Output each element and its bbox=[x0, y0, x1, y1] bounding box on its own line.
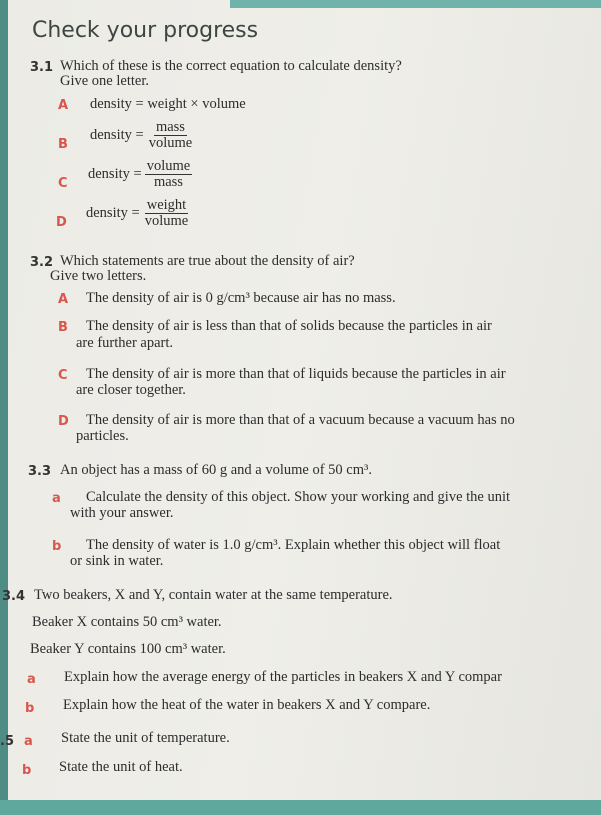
option-b bbox=[90, 120, 194, 151]
numerator: mass bbox=[155, 119, 185, 135]
part-text: Explain how the heat of the water in beakers X and Y compare. bbox=[63, 697, 431, 713]
part-label: b bbox=[25, 701, 35, 716]
option-text: The density of air is more than that of a vacuum because a vacuum has no bbox=[86, 412, 515, 428]
option-text: The density of air is 0 g/cm³ because air has no mass. bbox=[86, 290, 396, 306]
part-text: State the unit of heat. bbox=[59, 759, 183, 775]
top-band bbox=[230, 0, 601, 8]
option-a bbox=[90, 96, 246, 113]
option-label: C bbox=[58, 176, 68, 191]
option-label: D bbox=[58, 414, 69, 429]
part-label: b bbox=[52, 539, 62, 554]
option-label: B bbox=[58, 320, 68, 335]
lhs: density = bbox=[88, 165, 142, 182]
question-text: Two beakers, X and Y, contain water at the same temperature. bbox=[34, 587, 393, 603]
numerator: weight bbox=[146, 197, 187, 213]
page-edge bbox=[0, 0, 8, 815]
bottom-band bbox=[0, 800, 601, 815]
part-label: b bbox=[22, 763, 32, 778]
lhs: density = bbox=[86, 204, 140, 221]
option-text: particles. bbox=[76, 428, 129, 444]
question-text: Which of these is the correct equation to calculate density? bbox=[60, 58, 402, 74]
option-d bbox=[86, 198, 190, 229]
part-text: or sink in water. bbox=[70, 553, 164, 569]
question-number: 3.1 bbox=[30, 60, 54, 75]
instruction: Give one letter. bbox=[60, 73, 149, 89]
expr: weight × volume bbox=[147, 96, 246, 112]
option-text: The density of air is less than that of solids because the particles in air bbox=[86, 318, 492, 334]
part-label: a bbox=[52, 491, 61, 506]
numerator: volume bbox=[146, 158, 191, 174]
page-title: Check your progress bbox=[32, 18, 259, 43]
denominator: volume bbox=[148, 135, 193, 151]
lhs: density = bbox=[90, 126, 144, 143]
question-number: 3.4 bbox=[2, 589, 26, 604]
option-label: B bbox=[58, 137, 68, 152]
option-c bbox=[88, 159, 192, 190]
lhs: density = bbox=[90, 96, 144, 112]
option-text: are closer together. bbox=[76, 382, 186, 398]
part-text: Explain how the average energy of the particles in beakers X and Y compar bbox=[64, 669, 502, 685]
option-label: C bbox=[58, 368, 68, 383]
question-number: 3.3 bbox=[28, 464, 52, 479]
option-label: D bbox=[56, 215, 67, 230]
part-label: a bbox=[24, 734, 33, 749]
beaker-y: Beaker Y contains 100 cm³ water. bbox=[30, 641, 226, 657]
part-text: State the unit of temperature. bbox=[61, 730, 230, 746]
denominator: mass bbox=[153, 174, 183, 190]
part-text: with your answer. bbox=[70, 505, 174, 521]
beaker-x: Beaker X contains 50 cm³ water. bbox=[32, 614, 222, 630]
question-number: 3.2 bbox=[30, 255, 54, 270]
denominator: volume bbox=[144, 213, 189, 229]
option-text: The density of air is more than that of liquids because the particles in air bbox=[86, 366, 506, 382]
option-label: A bbox=[58, 292, 69, 307]
question-text: Which statements are true about the density of air? bbox=[60, 253, 355, 269]
question-text: An object has a mass of 60 g and a volume of 50 cm³. bbox=[60, 462, 372, 478]
option-text: are further apart. bbox=[76, 335, 174, 351]
part-text: The density of water is 1.0 g/cm³. Explain whether this object will float bbox=[86, 537, 501, 553]
part-text: Calculate the density of this object. Show your working and give the unit bbox=[86, 489, 511, 505]
question-number: .5 bbox=[0, 734, 14, 749]
option-label: A bbox=[58, 98, 69, 113]
instruction: Give two letters. bbox=[50, 268, 147, 284]
part-label: a bbox=[27, 672, 36, 687]
